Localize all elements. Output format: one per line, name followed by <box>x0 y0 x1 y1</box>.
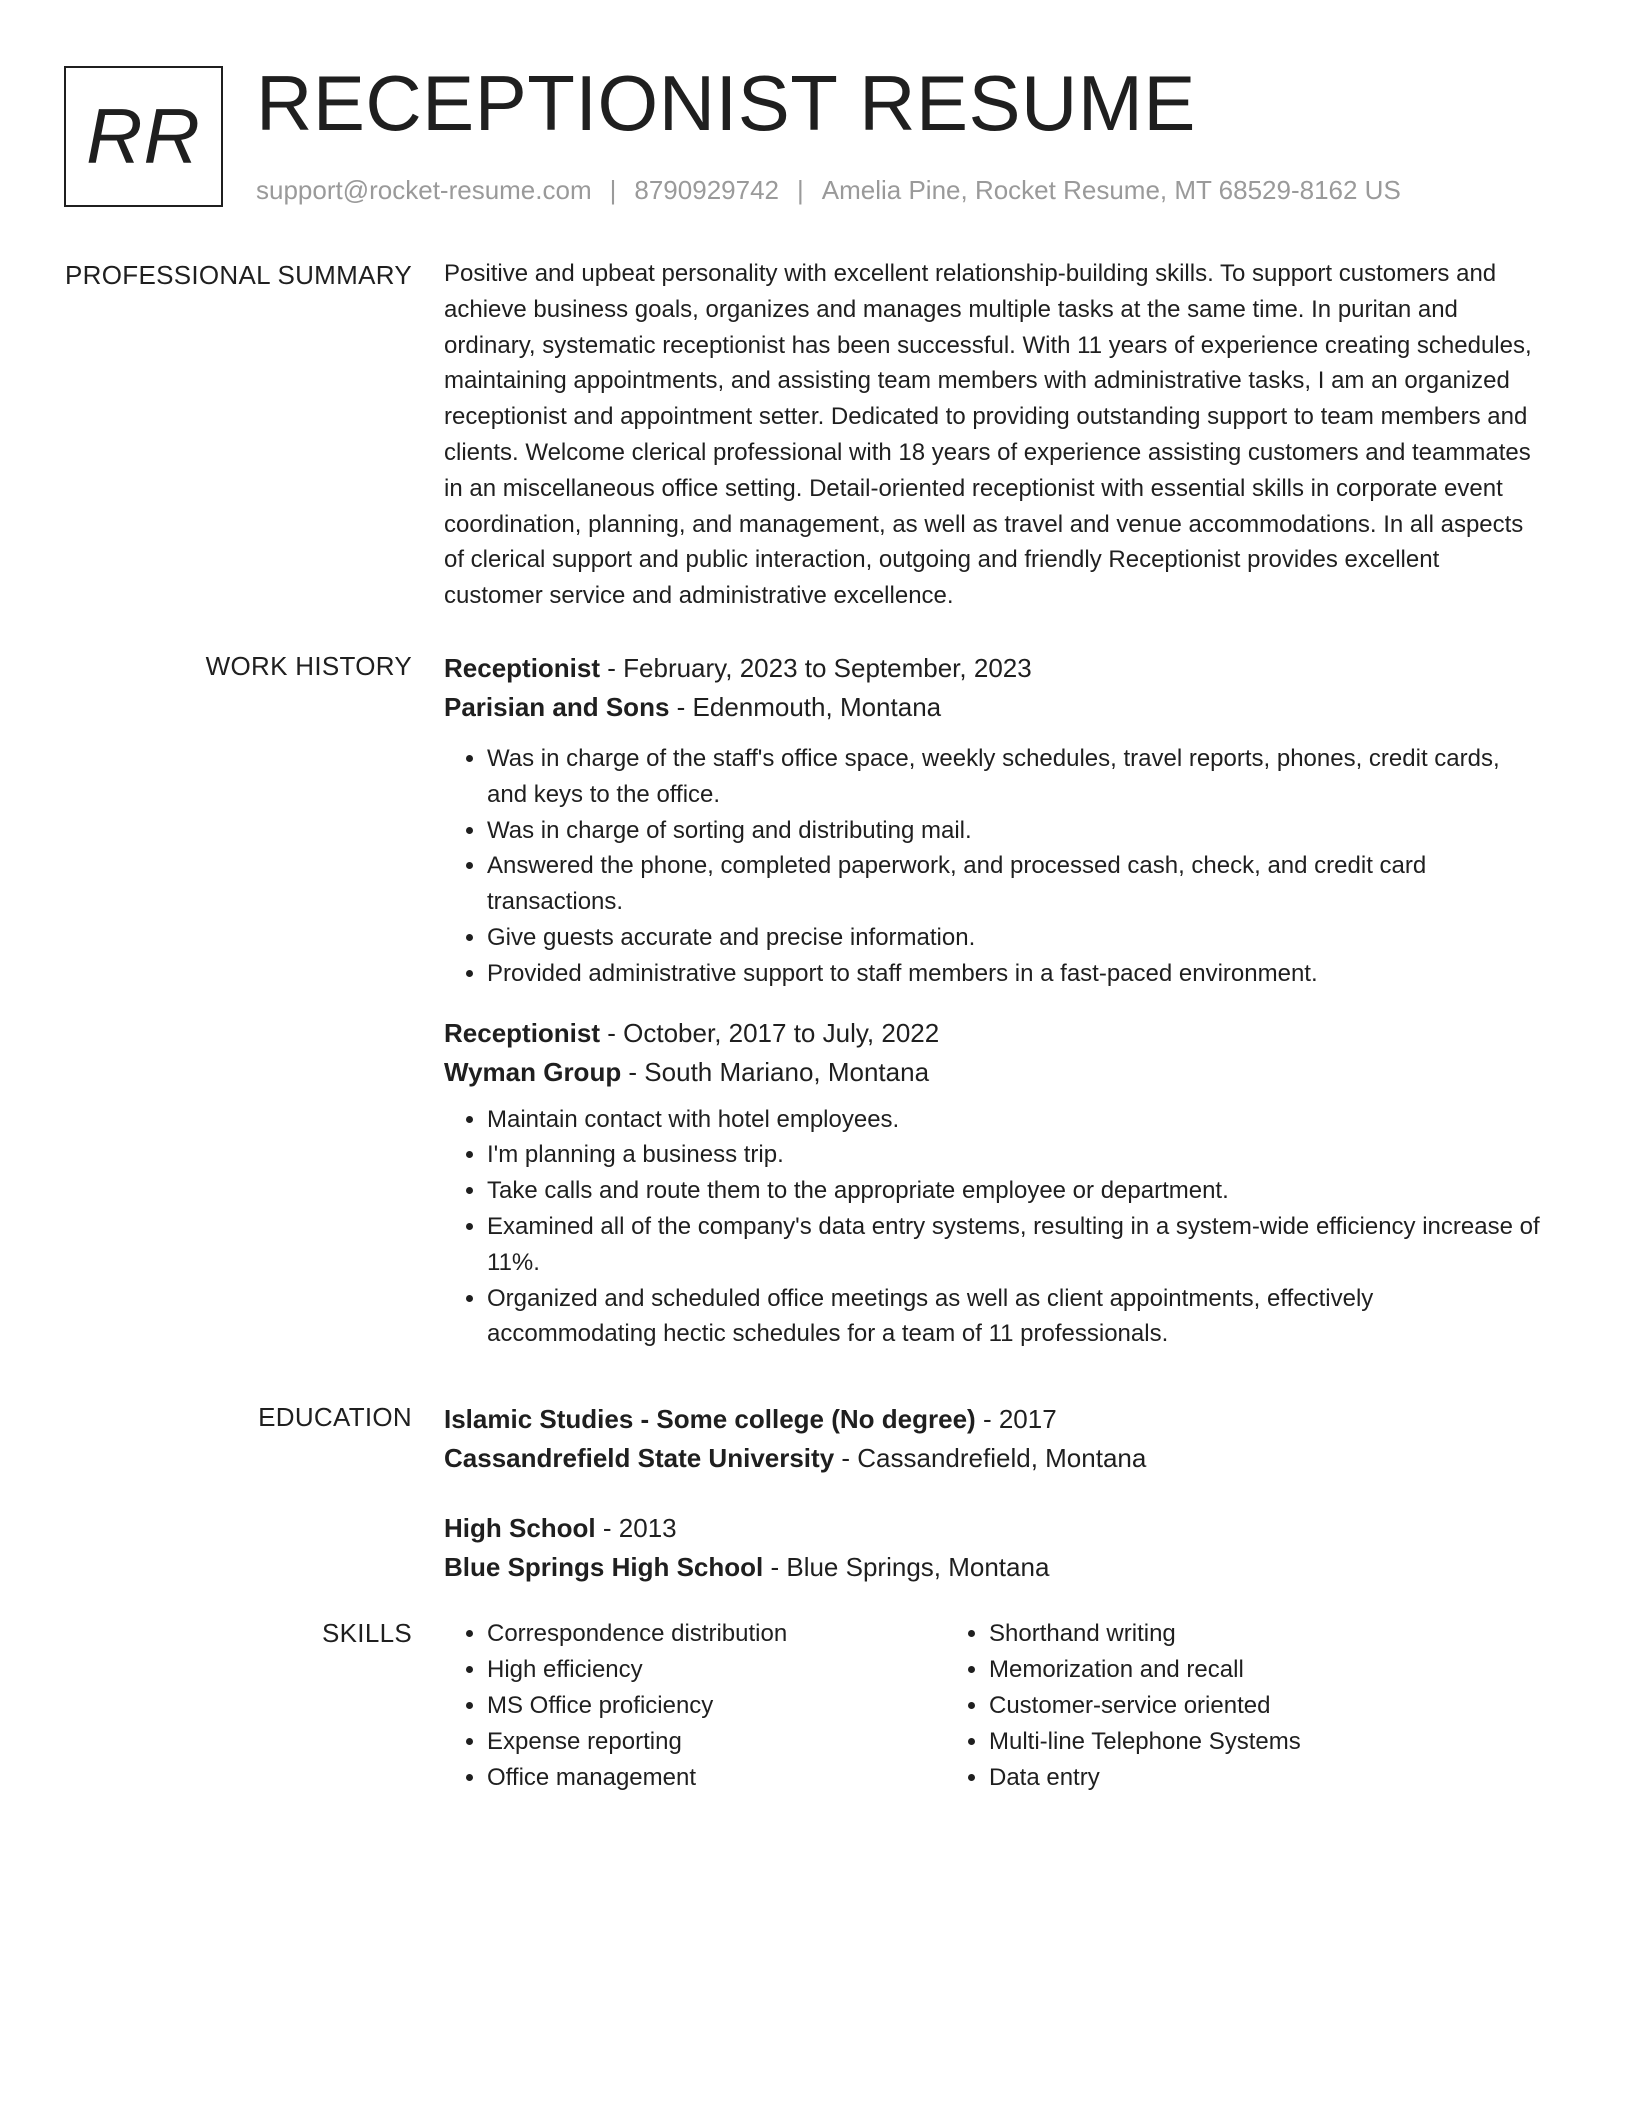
skill-item: • High efficiency <box>487 1652 946 1688</box>
job-title-line <box>444 1014 1544 1053</box>
skill-item: • Multi-line Telephone Systems <box>989 1724 1448 1760</box>
contact-line <box>256 173 1401 207</box>
skill-item: • Customer-service oriented <box>989 1688 1448 1724</box>
skill-item: • Office management <box>487 1760 946 1796</box>
job-bullet: • Give guests accurate and precise information. <box>487 920 1544 956</box>
job-entry <box>444 1014 1544 1353</box>
education-location: - Blue Springs, Montana <box>763 1552 1050 1582</box>
section-label-education: EDUCATION <box>258 1402 412 1432</box>
skills-columns <box>444 1616 1544 1796</box>
resume-title: RECEPTIONIST RESUME <box>256 59 1196 147</box>
education-location: - Cassandrefield, Montana <box>834 1443 1147 1473</box>
monogram-logo: RR <box>64 66 223 207</box>
skill-item: • Shorthand writing <box>989 1616 1448 1652</box>
education-degree-line <box>444 1400 1544 1439</box>
summary-text: Positive and upbeat personality with excellent relationship-building skills. To support customers and achieve business goals, organizes and manages multiple tasks at the same time. In puritan and ordinary, systematic receptionist has been successful. With 11 years of experience creating schedules, maintaining appointments, and assisting team members with administrative tasks, I am an organized receptionist and appointment setter. Dedicated to providing outstanding support to team members and clients. Welcome clerical professional with 18 years of experience assisting customers and teammates in an miscellaneous office setting. Detail-oriented receptionist with essential skills in corporate event coordination, planning, and management, as well as travel and venue accommodations. In all aspects of clerical support and public interaction, outgoing and friendly Receptionist provides excellent customer service and administrative excellence. <box>444 260 1532 610</box>
education-entry <box>444 1400 1544 1478</box>
education-school-line <box>444 1548 1544 1587</box>
contact-email: support@rocket-resume.com <box>256 175 592 205</box>
job-location: - Edenmouth, Montana <box>669 692 942 722</box>
job-bullet: • Examined all of the company's data entry systems, resulting in a system-wide efficiency increase of 11%. <box>487 1209 1544 1281</box>
job-company: Wyman Group <box>444 1056 622 1087</box>
contact-address: Amelia Pine, Rocket Resume, MT 68529-8162 US <box>821 175 1401 205</box>
section-label-summary: PROFESSIONAL SUMMARY <box>65 260 412 290</box>
summary-body <box>444 256 1544 614</box>
section-label-work-history: WORK HISTORY <box>205 651 412 681</box>
education-school: Blue Springs High School <box>444 1552 764 1582</box>
education-degree: High School <box>444 1513 596 1543</box>
job-title: Receptionist <box>444 1017 601 1048</box>
education-year: - 2017 <box>975 1404 1057 1434</box>
job-bullet: • Organized and scheduled office meetings as well as client appointments, effectively accommodating hectic schedules for a team of 11 professionals. <box>487 1281 1544 1353</box>
skill-item: • Correspondence distribution <box>487 1616 946 1652</box>
skills-list-left <box>444 1616 946 1796</box>
job-company-line <box>444 688 1544 727</box>
job-dates: - February, 2023 to September, 2023 <box>600 653 1032 683</box>
work-history-body <box>444 649 1544 1352</box>
education-school: Cassandrefield State University <box>444 1443 835 1473</box>
job-bullet: • Take calls and route them to the appropriate employee or department. <box>487 1173 1544 1209</box>
job-bullet: • Was in charge of sorting and distributing mail. <box>487 813 1544 849</box>
education-degree-line <box>444 1509 1544 1548</box>
job-title: Receptionist <box>444 653 601 683</box>
education-degree: Islamic Studies - Some college (No degree) <box>444 1404 976 1434</box>
job-bullet: • Provided administrative support to staff members in a fast-paced environment. <box>487 956 1544 992</box>
skill-item: • MS Office proficiency <box>487 1688 946 1724</box>
skills-body <box>444 1616 1544 1796</box>
education-body <box>444 1400 1544 1587</box>
job-bullet: • Was in charge of the staff's office space, weekly schedules, travel reports, phones, credit cards, and keys to the office. <box>487 741 1544 813</box>
job-location: - South Mariano, Montana <box>621 1056 930 1087</box>
contact-phone: 8790929742 <box>634 175 779 205</box>
skills-list-right <box>946 1616 1448 1796</box>
job-company-line <box>444 1053 1544 1092</box>
education-school-line <box>444 1439 1544 1478</box>
education-entry <box>444 1509 1544 1587</box>
job-bullet-list <box>444 741 1544 992</box>
job-bullet: • I'm planning a business trip. <box>487 1137 1544 1173</box>
contact-separator: | <box>797 175 804 205</box>
job-bullet: • Answered the phone, completed paperwork, and processed cash, check, and credit card transactions. <box>487 848 1544 920</box>
education-year: - 2013 <box>595 1513 677 1543</box>
job-bullet: • Maintain contact with hotel employees. <box>487 1102 1544 1138</box>
skill-item: • Memorization and recall <box>989 1652 1448 1688</box>
job-dates: - October, 2017 to July, 2022 <box>600 1017 940 1048</box>
job-title-line <box>444 649 1544 688</box>
skill-item: • Expense reporting <box>487 1724 946 1760</box>
job-entry <box>444 649 1544 992</box>
section-label-skills: SKILLS <box>322 1618 412 1648</box>
contact-separator: | <box>609 175 617 205</box>
skill-item: • Data entry <box>989 1760 1448 1796</box>
job-company: Parisian and Sons <box>444 692 670 722</box>
job-bullet-list <box>444 1102 1544 1353</box>
